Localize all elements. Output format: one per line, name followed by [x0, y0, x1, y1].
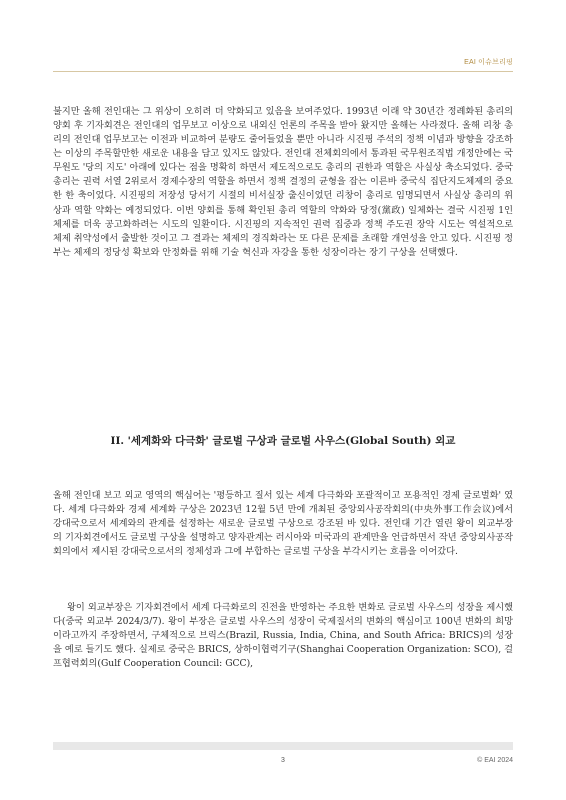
page-number: 3: [281, 757, 285, 764]
body-paragraph-2: 올해 전인대 보고 외교 영역의 핵심어는 '평등하고 질서 있는 세계 다극화와 포괄적이고 포용적인 경제 글로벌화' 였다. 세계 다극화와 경제 세계화 구상은 2023년 12월 5년 만에 개최된 중앙외사공작회의(中央外事工作会议)에서 강대국으로서 세계와의 관계를 설정하는 새로운 글로벌 구상으로 강조된 바 있다. 전인대 기간 열린 왕이 외교부장의 기자회견에서도 글로벌 구상을 설명하고 양자관계는 러시아와 미국과의 관계만을 언급하면서 작년 중앙외사공작회의에서 제시된 강대국으로서의 정체성과 그에 부합하는 글로벌 구상을 부각시키는 흐름을 이어갔다.: [53, 490, 513, 557]
footer-copyright: © EAI 2024: [477, 757, 513, 764]
body-paragraph-1: 불지만 올해 전인대는 그 위상이 오히려 더 약화되고 있음을 보여주었다. 1993년 이래 약 30년간 정례화된 총리의 양회 후 기자회견은 전인대의 업무보고 이상으로 내외신 언론의 주목을 받아 왔지만 올해는 사라졌다. 올해 리창 총리의 전인대 업무보고는 이전과 비교하여 분량도 줄어들었을 뿐만 아니라 시진핑 주석의 정책 이념과 방향을 강조하는 이상의 주목할만한 새로운 내용을 담고 있지도 않았다. 전인대 전체회의에서 통과된 국무원조직법 개정안에는 국무원도 '당의 지도' 아래에 있다는 점을 명확히 하면서 제도적으로도 총리의 권한과 역할은 사실상 축소되었다. 중국 총리는 권력 서열 2위로서 경제수장의 역할을 하면서 정책 결정의 균형을 잡는 이른바 중국식 집단지도체제의 중요한 한 축이었다. 시진핑의 저장성 당서기 시절의 비서실장 출신이었던 리창이 총리로 임명되면서 사실상 총리의 위상과 역할 약화는 예정되었다. 이번 양회를 통해 확인된 총리 역할의 약화와 당정(黨政) 일체화는 결국 시진핑 1인 체제를 더욱 공고화하려는 시도의 일환이다. 시진핑의 지속적인 권력 집중과 정책 주도권 장악 시도는 역설적으로 체제 취약성에서 출발한 것이고 그 결과는 체제의 경직화라는 또 다른 문제를 초래할 개연성을 안고 있다. 시진핑 정부는 체제의 정당성 확보와 안정화를 위해 기술 혁신과 자강을 통한 성장이라는 장기 구상을 선택했다.: [53, 106, 513, 258]
body-paragraph-3: 왕이 외교부장은 기자회견에서 세계 다극화로의 진전을 반영하는 주요한 변화로 글로벌 사우스의 성장을 제시했다(중국 외교부 2024/3/7). 왕이 부장은 글로벌 사우스의 성장이 국제질서의 변화의 핵심이고 100년 변화의 희망이라고까지 주장하면서, 구체적으로 브릭스(Brazil, Russia, India, China, and South Africa: BRICS)의 성장을 예로 들기도 했다. 실제로 중국은 BRICS, 상하이협력기구(Shanghai Cooperation Organization: SCO), 걸프협력회의(Gulf Cooperation Council: GCC),: [53, 602, 513, 669]
header-tag: EAI 이슈브리핑: [464, 59, 513, 66]
footer-band: [53, 742, 513, 750]
header-divider: [53, 71, 513, 72]
section-heading: II. '세계화와 다극화' 글로벌 구상과 글로벌 사우스(Global South) 외교: [110, 435, 456, 447]
